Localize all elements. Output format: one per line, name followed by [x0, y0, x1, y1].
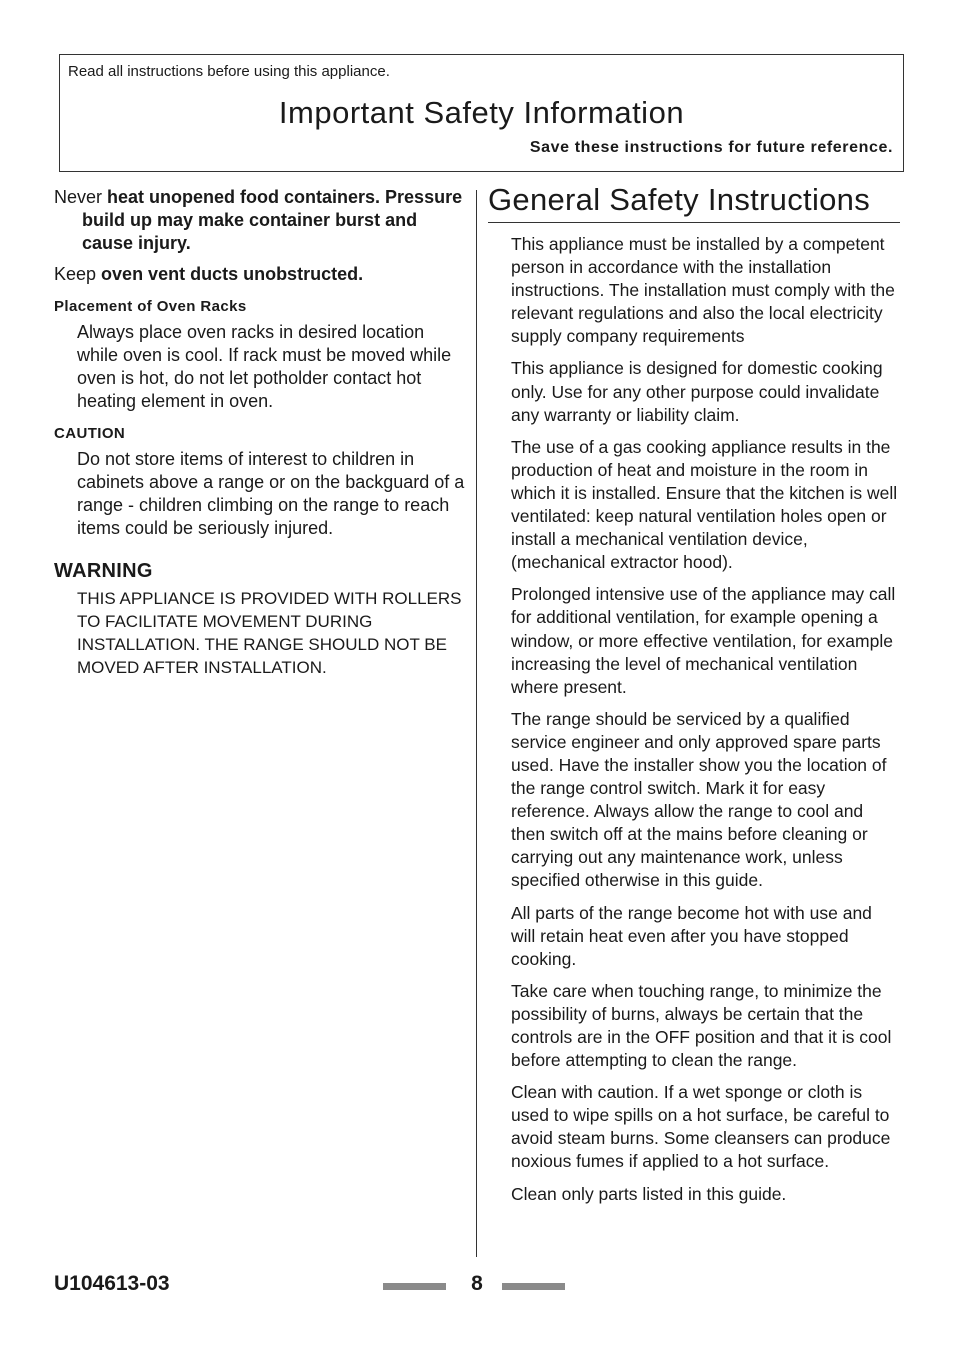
warning-text: THIS APPLIANCE IS PROVIDED WITH ROLLERS TO FACILITATE MOVEMENT DURING INSTALLATION. THE RANGE SHOULD NOT BE MOVED AFTER INSTALLATION. [77, 589, 462, 677]
warning-heading: WARNING [54, 560, 153, 582]
section-title: General Safety Instructions [488, 182, 900, 223]
header-box [59, 54, 904, 172]
paragraph: All parts of the range become hot with use and will retain heat even after you have stopped cooking. [511, 902, 872, 969]
keep-lead: Keep [54, 264, 102, 284]
paragraph: The range should be serviced by a qualified service engineer and only approved spare parts used. Have the installer show you the location of the range control switch. Mark it for easy reference. Always allow the range to cool and then switch off at the mains before cleaning or carrying out any maintenance work, unless specified otherwise in this guide. [511, 708, 887, 891]
document-code: U104613-03 [54, 1272, 170, 1295]
paragraph: This appliance must be installed by a competent person in accordance with the installation instructions. The installation must comply with the relevant regulations and also the local electricity supply company requirements [511, 234, 895, 347]
page-title: Important Safety Information [278, 95, 685, 130]
left-column [54, 186, 466, 679]
footer-bar-left [383, 1283, 446, 1290]
keep-bold: oven vent ducts unobstructed. [101, 264, 364, 284]
never-instruction [54, 186, 466, 255]
footer-bar-right [502, 1283, 565, 1290]
never-bold: heat unopened food containers. Pressure build up may make container burst and cause injury. [82, 187, 463, 253]
right-column [488, 182, 900, 1215]
caution-heading: CAUTION [54, 425, 126, 442]
racks-heading: Placement of Oven Racks [54, 298, 247, 315]
never-lead: Never [54, 187, 108, 207]
paragraph: Take care when touching range, to minimize the possibility of burns, always be certain that the controls are in the OFF position and that it is cool before attempting to clean the range. [511, 980, 892, 1071]
paragraph: This appliance is designed for domestic cooking only. Use for any other purpose could invalidate any warranty or liability claim. [511, 358, 883, 425]
page-number: 8 [471, 1272, 483, 1295]
caution-text: Do not store items of interest to children in cabinets above a range or on the backguard of a range - children climbing on the range to reach items could be seriously injured. [77, 449, 465, 538]
safety-paragraphs [488, 223, 900, 1206]
paragraph: The use of a gas cooking appliance results in the production of heat and moisture in the room in which it is installed. Ensure that the kitchen is well ventilated: keep natural ventilation holes open or install a mechanical ventilation device, (mechanical extractor hood). [511, 436, 898, 573]
paragraph: Prolonged intensive use of the appliance may call for additional ventilation, for example opening a window, or more effective ventilation, for example increasing the level of mechanical ventilation where present. [511, 584, 896, 697]
keep-instruction [54, 263, 466, 286]
racks-text: Always place oven racks in desired location while oven is cool. If rack must be moved while oven is hot, do not let potholder contact hot heating element in oven. [77, 322, 452, 411]
paragraph: Clean with caution. If a wet sponge or cloth is used to wipe spills on a hot surface, be careful to avoid steam burns. Some cleansers can produce noxious fumes if applied to a hot surface. [511, 1082, 891, 1172]
paragraph: Clean only parts listed in this guide. [511, 1183, 787, 1204]
column-divider [476, 190, 477, 1257]
save-notice: Save these instructions for future reference. [529, 139, 893, 156]
header-note: Read all instructions before using this appliance. [68, 63, 390, 80]
